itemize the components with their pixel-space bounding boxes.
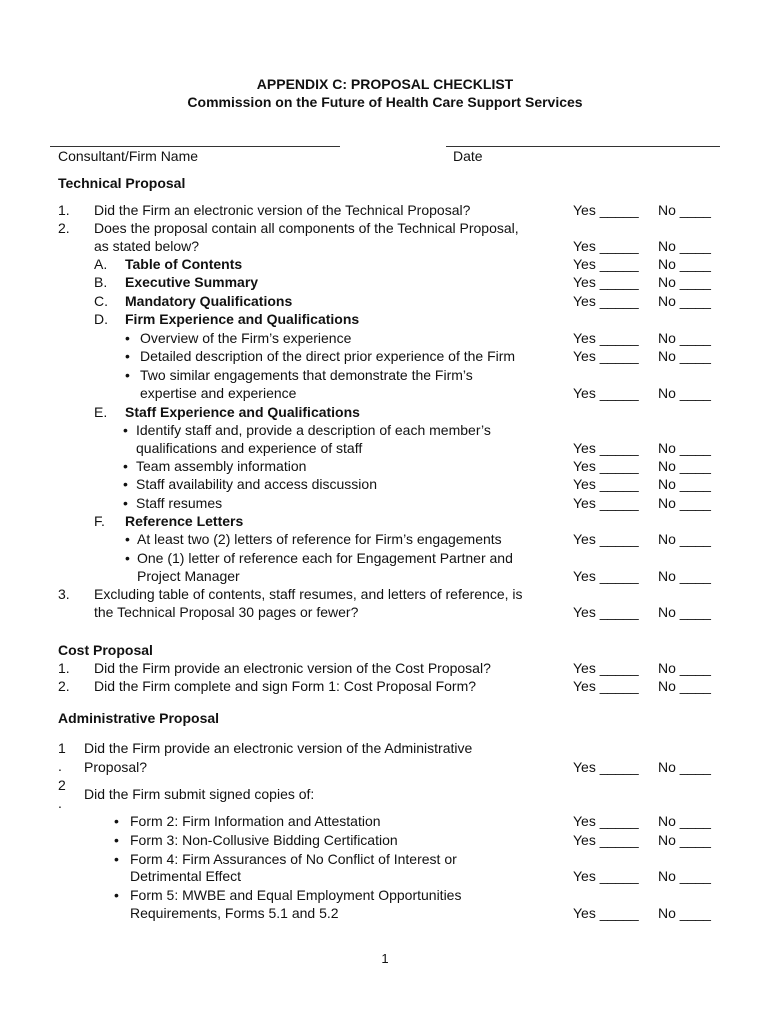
question-text: the Technical Proposal 30 pages or fewer? [94, 604, 359, 620]
no-blank[interactable]: No ____ [658, 678, 711, 694]
yes-blank[interactable]: Yes _____ [573, 202, 639, 218]
component-label: Mandatory Qualifications [125, 293, 293, 309]
no-blank[interactable]: No ____ [658, 868, 711, 884]
yes-blank[interactable]: Yes _____ [573, 256, 639, 272]
item-letter: A. [94, 256, 108, 272]
yes-blank[interactable]: Yes _____ [573, 348, 639, 364]
yes-blank[interactable]: Yes _____ [573, 531, 639, 547]
no-blank[interactable]: No ____ [658, 238, 711, 254]
item-number: 2 [58, 777, 66, 793]
sub-item-text: Project Manager [137, 568, 240, 584]
form-item-text: Form 4: Firm Assurances of No Conflict of Interest or [130, 851, 457, 867]
item-number: 2. [58, 678, 70, 694]
sub-item-text: Overview of the Firm’s experience [140, 330, 352, 346]
item-letter: B. [94, 274, 108, 290]
yes-blank[interactable]: Yes _____ [573, 330, 639, 346]
yes-blank[interactable]: Yes _____ [573, 568, 639, 584]
sub-item-text: Identify staff and, provide a description of each member’s [136, 422, 491, 438]
yes-blank[interactable]: Yes _____ [573, 678, 639, 694]
question-text: Did the Firm submit signed copies of: [84, 786, 315, 802]
yes-blank[interactable]: Yes _____ [573, 604, 639, 620]
yes-blank[interactable]: Yes _____ [573, 759, 639, 775]
item-number-dot: . [58, 795, 62, 811]
yes-blank[interactable]: Yes _____ [573, 476, 639, 492]
question-text: as stated below? [94, 238, 200, 254]
no-blank[interactable]: No ____ [658, 293, 711, 309]
component-label: Executive Summary [125, 274, 259, 290]
no-blank[interactable]: No ____ [658, 202, 711, 218]
question-text: Proposal? [84, 759, 148, 775]
no-blank[interactable]: No ____ [658, 531, 711, 547]
no-blank[interactable]: No ____ [658, 813, 711, 829]
form-item-text: Form 3: Non-Collusive Bidding Certification [130, 832, 398, 848]
item-number-dot: . [58, 758, 62, 774]
bullet-icon: • [123, 422, 128, 438]
bullet-icon: • [114, 832, 119, 848]
yes-blank[interactable]: Yes _____ [573, 385, 639, 401]
yes-blank[interactable]: Yes _____ [573, 813, 639, 829]
sub-item-text: Two similar engagements that demonstrate the Firm’s [140, 367, 473, 383]
yes-blank[interactable]: Yes _____ [573, 238, 639, 254]
item-letter: E. [94, 404, 108, 420]
no-blank[interactable]: No ____ [658, 330, 711, 346]
question-text: Excluding table of contents, staff resumes, and letters of reference, is [94, 586, 523, 602]
sub-item-text: Staff resumes [136, 495, 223, 511]
technical-heading: Technical Proposal [58, 175, 186, 191]
bullet-icon: • [125, 531, 130, 547]
form-item-text: Detrimental Effect [130, 868, 242, 884]
component-label: Table of Contents [125, 256, 243, 272]
item-letter: C. [94, 293, 108, 309]
sub-item-text: Detailed description of the direct prior experience of the Firm [140, 348, 516, 364]
no-blank[interactable]: No ____ [658, 832, 711, 848]
item-number: 2. [58, 220, 70, 236]
bullet-icon: • [125, 330, 130, 346]
yes-blank[interactable]: Yes _____ [573, 495, 639, 511]
bullet-icon: • [125, 550, 130, 566]
no-blank[interactable]: No ____ [658, 476, 711, 492]
date-line[interactable] [446, 146, 720, 147]
no-blank[interactable]: No ____ [658, 568, 711, 584]
no-blank[interactable]: No ____ [658, 905, 711, 921]
yes-blank[interactable]: Yes _____ [573, 293, 639, 309]
question-text: Did the Firm complete and sign Form 1: Cost Proposal Form? [94, 678, 477, 694]
item-number: 1. [58, 202, 70, 218]
page-subtitle: Commission on the Future of Health Care Support Services [187, 94, 583, 110]
no-blank[interactable]: No ____ [658, 458, 711, 474]
no-blank[interactable]: No ____ [658, 440, 711, 456]
item-number: 1 [58, 740, 66, 756]
bullet-icon: • [123, 458, 128, 474]
yes-blank[interactable]: Yes _____ [573, 440, 639, 456]
sub-item-text: At least two (2) letters of reference for Firm’s engagements [137, 531, 502, 547]
yes-blank[interactable]: Yes _____ [573, 868, 639, 884]
question-text: Does the proposal contain all components of the Technical Proposal, [94, 220, 519, 236]
question-text: Did the Firm provide an electronic version of the Administrative [84, 740, 473, 756]
yes-blank[interactable]: Yes _____ [573, 274, 639, 290]
bullet-icon: • [114, 851, 119, 867]
sub-item-text: expertise and experience [140, 385, 297, 401]
sub-item-text: One (1) letter of reference each for Engagement Partner and [137, 550, 513, 566]
form-item-text: Requirements, Forms 5.1 and 5.2 [130, 905, 339, 921]
no-blank[interactable]: No ____ [658, 759, 711, 775]
no-blank[interactable]: No ____ [658, 660, 711, 676]
firm-name-label: Consultant/Firm Name [58, 148, 199, 164]
question-text: Did the Firm provide an electronic version of the Cost Proposal? [94, 660, 491, 676]
form-item-text: Form 2: Firm Information and Attestation [130, 813, 381, 829]
sub-item-text: qualifications and experience of staff [136, 440, 363, 456]
no-blank[interactable]: No ____ [658, 348, 711, 364]
form-item-text: Form 5: MWBE and Equal Employment Opportunities [130, 887, 462, 903]
no-blank[interactable]: No ____ [658, 604, 711, 620]
no-blank[interactable]: No ____ [658, 385, 711, 401]
page-title: APPENDIX C: PROPOSAL CHECKLIST [256, 76, 514, 92]
bullet-icon: • [125, 367, 130, 383]
bullet-icon: • [114, 887, 119, 903]
yes-blank[interactable]: Yes _____ [573, 832, 639, 848]
bullet-icon: • [125, 348, 130, 364]
component-label: Staff Experience and Qualifications [125, 404, 360, 420]
item-number: 1. [58, 660, 70, 676]
cost-heading: Cost Proposal [58, 642, 153, 658]
no-blank[interactable]: No ____ [658, 256, 711, 272]
component-label: Firm Experience and Qualifications [125, 311, 360, 327]
question-text: Did the Firm an electronic version of the Technical Proposal? [94, 202, 471, 218]
no-blank[interactable]: No ____ [658, 274, 711, 290]
admin-heading: Administrative Proposal [58, 710, 220, 726]
yes-blank[interactable]: Yes _____ [573, 660, 639, 676]
item-letter: D. [94, 311, 108, 327]
component-label: Reference Letters [125, 513, 244, 529]
item-number: 3. [58, 586, 70, 602]
bullet-icon: • [123, 495, 128, 511]
item-letter: F. [94, 513, 105, 529]
bullet-icon: • [114, 813, 119, 829]
sub-item-text: Staff availability and access discussion [136, 476, 377, 492]
no-blank[interactable]: No ____ [658, 495, 711, 511]
yes-blank[interactable]: Yes _____ [573, 905, 639, 921]
yes-blank[interactable]: Yes _____ [573, 458, 639, 474]
date-label: Date [453, 148, 483, 164]
page-number: 1 [381, 951, 389, 966]
sub-item-text: Team assembly information [136, 458, 307, 474]
bullet-icon: • [123, 476, 128, 492]
